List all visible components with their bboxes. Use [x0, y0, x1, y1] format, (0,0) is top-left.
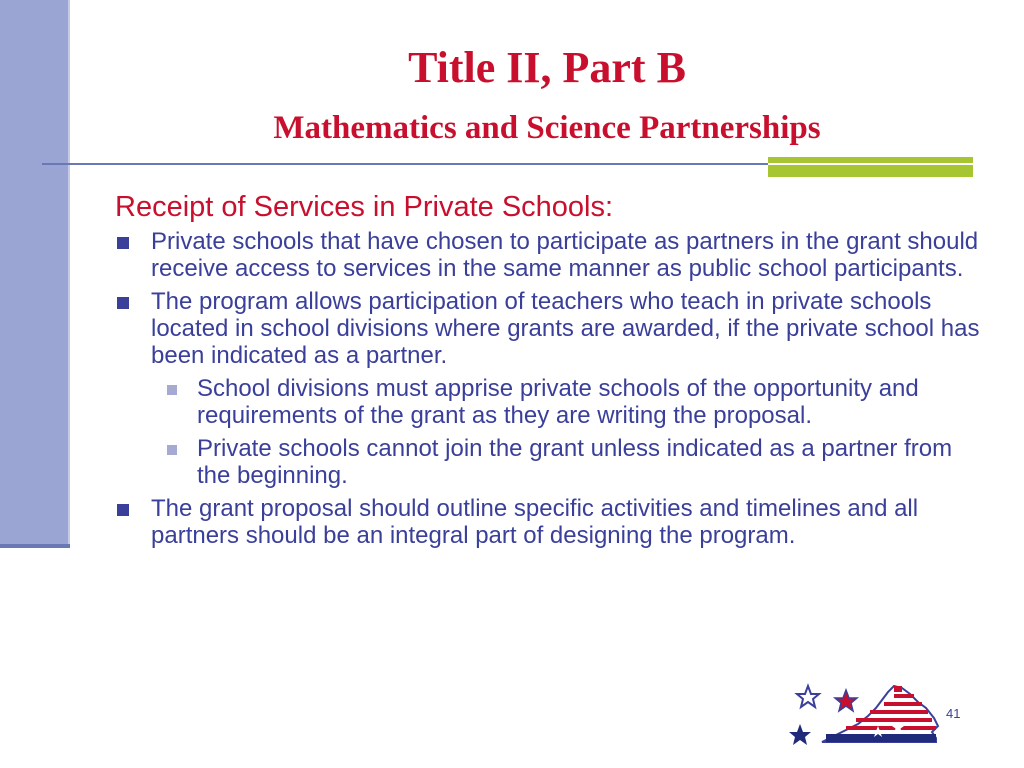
sub-bullet-text: School divisions must apprise private schools of the opportunity and requirements of the grant as they are writing the proposal.	[197, 375, 919, 429]
bullet-square-icon	[167, 445, 177, 455]
star-icon	[835, 690, 857, 711]
bullet-text: The grant proposal should outline specific activities and timelines and all partners should be an integral part of designing the program.	[151, 495, 919, 549]
slide-body	[115, 190, 985, 555]
sub-bullet-text: Private schools cannot join the grant unless indicated as a partner from the beginning.	[197, 435, 953, 489]
sub-bullet-item	[115, 435, 985, 489]
bullet-square-icon	[117, 504, 129, 516]
bullet-square-icon	[117, 237, 129, 249]
bullet-square-icon	[167, 385, 177, 395]
bullet-item	[115, 228, 985, 282]
bullet-text: Private schools that have chosen to participate as partners in the grant should receive access to services in the same manner as public school participants.	[151, 228, 979, 282]
bullet-item	[115, 288, 985, 369]
bullet-item	[115, 495, 985, 549]
bullet-square-icon	[117, 297, 129, 309]
sub-bullet-item	[115, 375, 985, 429]
bullet-text: The program allows participation of teachers who teach in private schools located in school divisions where grants are awarded, if the private school has been indicated as a partner.	[151, 288, 980, 369]
title-divider	[42, 163, 770, 165]
left-bar-base	[0, 544, 70, 548]
star-icon	[797, 686, 819, 707]
star-icon	[789, 724, 811, 745]
virginia-flag-map-icon	[786, 682, 942, 748]
slide-subtitle: Mathematics and Science Partnerships	[273, 110, 821, 146]
left-decorative-bar	[0, 0, 70, 544]
section-heading: Receipt of Services in Private Schools:	[115, 191, 614, 223]
page-number: 41	[946, 706, 961, 721]
slide-title: Title II, Part B	[408, 43, 686, 92]
divider-accent	[768, 157, 973, 177]
